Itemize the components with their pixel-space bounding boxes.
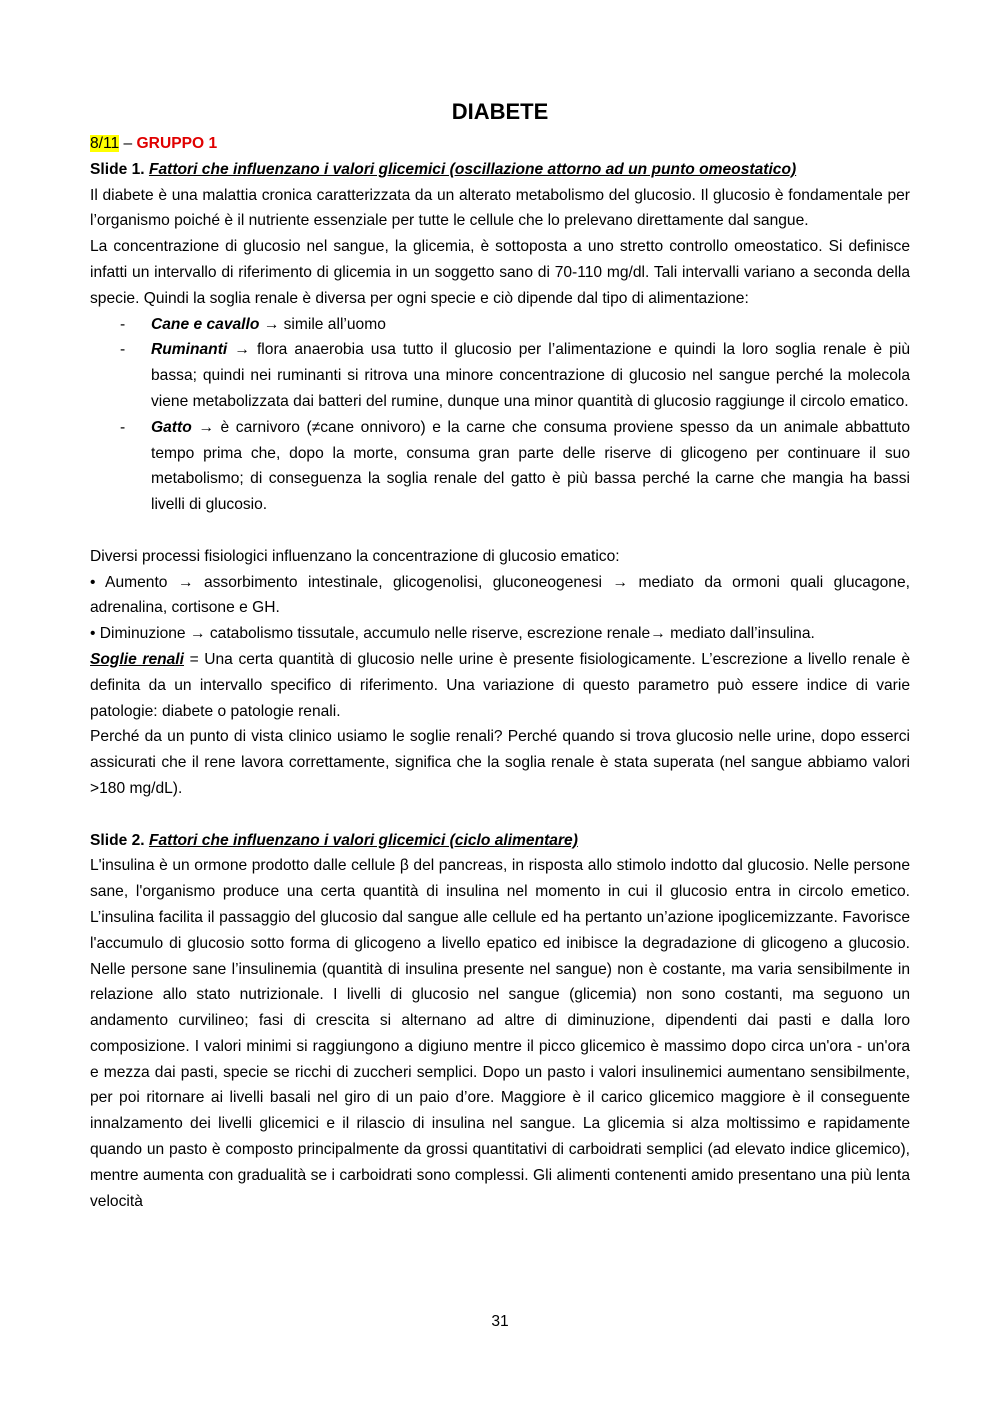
date-separator: – [119,135,137,152]
slide2-paragraph-1: L'insulina è un ormone prodotto dalle cellule β del pancreas, in risposta allo stimolo indotto dal glucosio. Nelle persone sane, l'organismo produce una certa quantità di insulina nel momento in cui il glucosio entra in circolo emetico. L’insulina facilita il passaggio del glucosio dal sangue alle cellule ed ha pertanto un’azione ipoglicemizzante. Favorisce l'accumulo di glucosio sotto forma di glicogeno a livello epatico ed inibisce la degradazione di glicogeno a glucosio. Nelle persone sane l’insulinemia (quantità di insulina presente nel sangue) non è costante, ma varia sensibilmente in relazione allo stato nutrizionale. I livelli di glucosio nel sangue (glicemia) non sono costanti, ma seguono un andamento curvilineo; fasi di crescita si alternano ad altre di diminuzione, dipendenti dai pasti e dalla loro composizione. I valori minimi si raggiungono a digiuno mentre il picco glicemico è massimo dopo circa un'ora - un'ora e mezza dai pasti, specie se ricchi di zuccheri semplici. Dopo un pasto i valori insulinemici aumentano sensibilmente, per poi ritornare ai livelli basali nel giro di un paio d’ore. Maggiore è il carico glicemico maggiore è il conseguente innalzamento dei livelli glicemici e il rilascio di insulina nel sangue. La glicemia si alza moltissimo e rapidamente quando un pasto è composto principalmente da grossi quantitativi di carboidrati semplici (ad elevato indice glicemico), mentre aumenta con gradualità se i carboidrati sono complessi. Gli alimenti contenenti amido presentano una più lenta velocità [90,857,910,1210]
list-text: simile all’uomo [283,315,386,333]
list-text: flora anaerobia usa tutto il glucosio per l’alimentazione e quindi la loro soglia renale è più bassa; quindi nei ruminanti si ritrova una minore concentrazione di glucosio nel sangue perché la molecola viene metabolizzata dai batteri del rumine, dunque una minor quantità di glucosio raggiunge il circolo ematico. [151,341,910,410]
list-item [90,312,910,338]
dash-marker: - [120,341,126,359]
slide2-label: Slide 2 [90,831,141,849]
soglie-renali-text: = Una certa quantità di glucosio nelle urine è presente fisiologicamente. L’escrezione a livello renale è definita da un intervallo specifico di riferimento. Una variazione di questo parametro può essere indice di varie patologie: diabete o patologie renali. [90,650,910,720]
paragraph-gap [90,518,910,544]
list-term: Gatto [151,418,192,436]
list-item [90,415,910,518]
slide1-paragraph-5: • Diminuzione → catabolismo tissutale, accumulo nelle riserve, escrezione renale→ mediato dall’insulina. [90,625,815,643]
list-item [90,337,910,414]
slide1-paragraph-6: Perché da un punto di vista clinico usiamo le soglie renali? Perché quando si trova glucosio nelle urine, dopo esserci assicurati che il rene lavora correttamente, significa che la soglia renale è stata superata (nel sangue abbiamo valori >180 mg/dL). [90,728,910,797]
arrow-icon: → [227,341,257,359]
slide1-paragraph-4: • Aumento → assorbimento intestinale, glicogenolisi, gluconeogenesi → mediato da ormoni quali glucagone, adrenalina, cortisone e GH. [90,573,910,617]
slide1-dot: . [140,160,149,178]
soglie-renali-term: Soglie renali [90,650,184,668]
page-number: 31 [491,1313,509,1330]
page-title: DIABETE [451,99,549,124]
slide2-dot: . [140,831,149,849]
species-list [90,312,910,518]
paragraph-gap [90,802,910,828]
slide1-label: Slide 1 [90,160,141,178]
soglie-renali-paragraph [90,647,910,724]
slide1-heading [90,157,910,183]
arrow-icon: → [259,315,284,333]
slide1-paragraph-2: La concentrazione di glucosio nel sangue, la glicemia, è sottoposta a uno stretto controllo omeostatico. Si definisce infatti un intervallo di riferimento di glicemia in un soggetto sano di 70-110 mg/dl. Tali intervalli variano a seconda della specie. Quindi la soglia renale è diversa per ogni specie e ciò dipende dal tipo di alimentazione: [90,238,910,307]
slide2-title: Fattori che influenzano i valori glicemici (ciclo alimentare) [148,831,578,849]
group-label: GRUPPO 1 [136,135,218,152]
slide1-paragraph-3: Diversi processi fisiologici influenzano la concentrazione di glucosio ematico: [90,547,620,565]
list-term: Ruminanti [151,341,228,359]
arrow-icon: → [191,418,221,436]
dash-marker: - [120,315,126,333]
date-highlight: 8/11 [90,135,120,152]
dash-marker: - [120,418,126,436]
list-text: è carnivoro (≠cane onnivoro) e la carne che consuma proviene spesso da un animale abbattuto tempo prima che, dopo la morte, consuma gran parte delle riserve di glicogeno per continuare il suo metabolismo; di conseguenza la soglia renale del gatto è più bassa perché la carne che mangia ha bassi livelli di glucosio. [151,418,911,514]
slide1-paragraph-1: Il diabete è una malattia cronica caratterizzata da un alterato metabolismo del glucosio. Il glucosio è fondamentale per l’organismo poiché è il nutriente essenziale per tutte le cellule che lo prelevano direttamente dal sangue. [90,186,910,230]
slide1-title: Fattori che influenzano i valori glicemici (oscillazione attorno ad un punto omeostatico) [148,160,797,178]
slide2-heading [90,828,910,854]
page-content [90,131,910,1214]
date-group-line [90,131,910,157]
list-term: Cane e cavallo [151,315,260,333]
